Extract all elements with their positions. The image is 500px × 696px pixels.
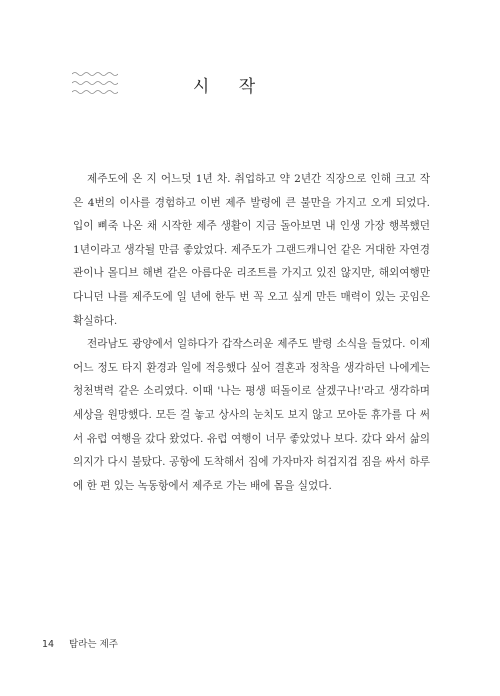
book-title: 탐라는 제주 (69, 639, 118, 650)
page-footer (42, 636, 118, 650)
paragraph-2: 전라남도 광양에서 일하다가 갑작스러운 제주도 발령 소식을 들었다. 이제 어느 정도 타지 환경과 일에 적응했다 싶어 결혼과 정착을 생각하던 나에게는 청천벽력 같은 소리였다. 이때 '나는 평생 떠돌이로 살겠구나!'라고 생각하며 세상을 원망했다. 모든 걸 놓고 상사의 눈치도 보지 않고 모아둔 휴가를 다 써서 유럽 여행을 갔다 왔었다. 유럽 여행이 너무 좋았었나 보다. 갔다 와서 삶의 의지가 다시 불탔다. 공항에 도착해서 집에 가자마자 허겁지겁 짐을 싸서 하루에 한 편 있는 녹동항에서 제주로 가는 배에 몸을 실었다. (73, 338, 430, 492)
body-text (73, 168, 430, 498)
chapter-title: 시 작 (192, 77, 268, 97)
page-number: 14 (42, 639, 55, 650)
paragraph-1: 제주도에 온 지 어느덧 1년 차. 취업하고 약 2년간 직장으로 인해 크고 작은 4번의 이사를 경험하고 이번 제주 발령에 큰 불만을 가지고 오게 되었다. 입이 삐죽 나온 채 시작한 제주 생활이 지금 돌아보면 내 인생 가장 행복했던 1년이라고 생각될 만큼 좋았었다. 제주도가 그랜드캐니언 같은 거대한 자연경관이나 몰디브 해변 같은 아름다운 리조트를 가지고 있진 않지만, 해외여행만 다니던 나를 제주도에 일 년에 한두 번 꼭 오고 싶게 만든 매력이 있는 곳임은 확실하다. (73, 173, 430, 327)
